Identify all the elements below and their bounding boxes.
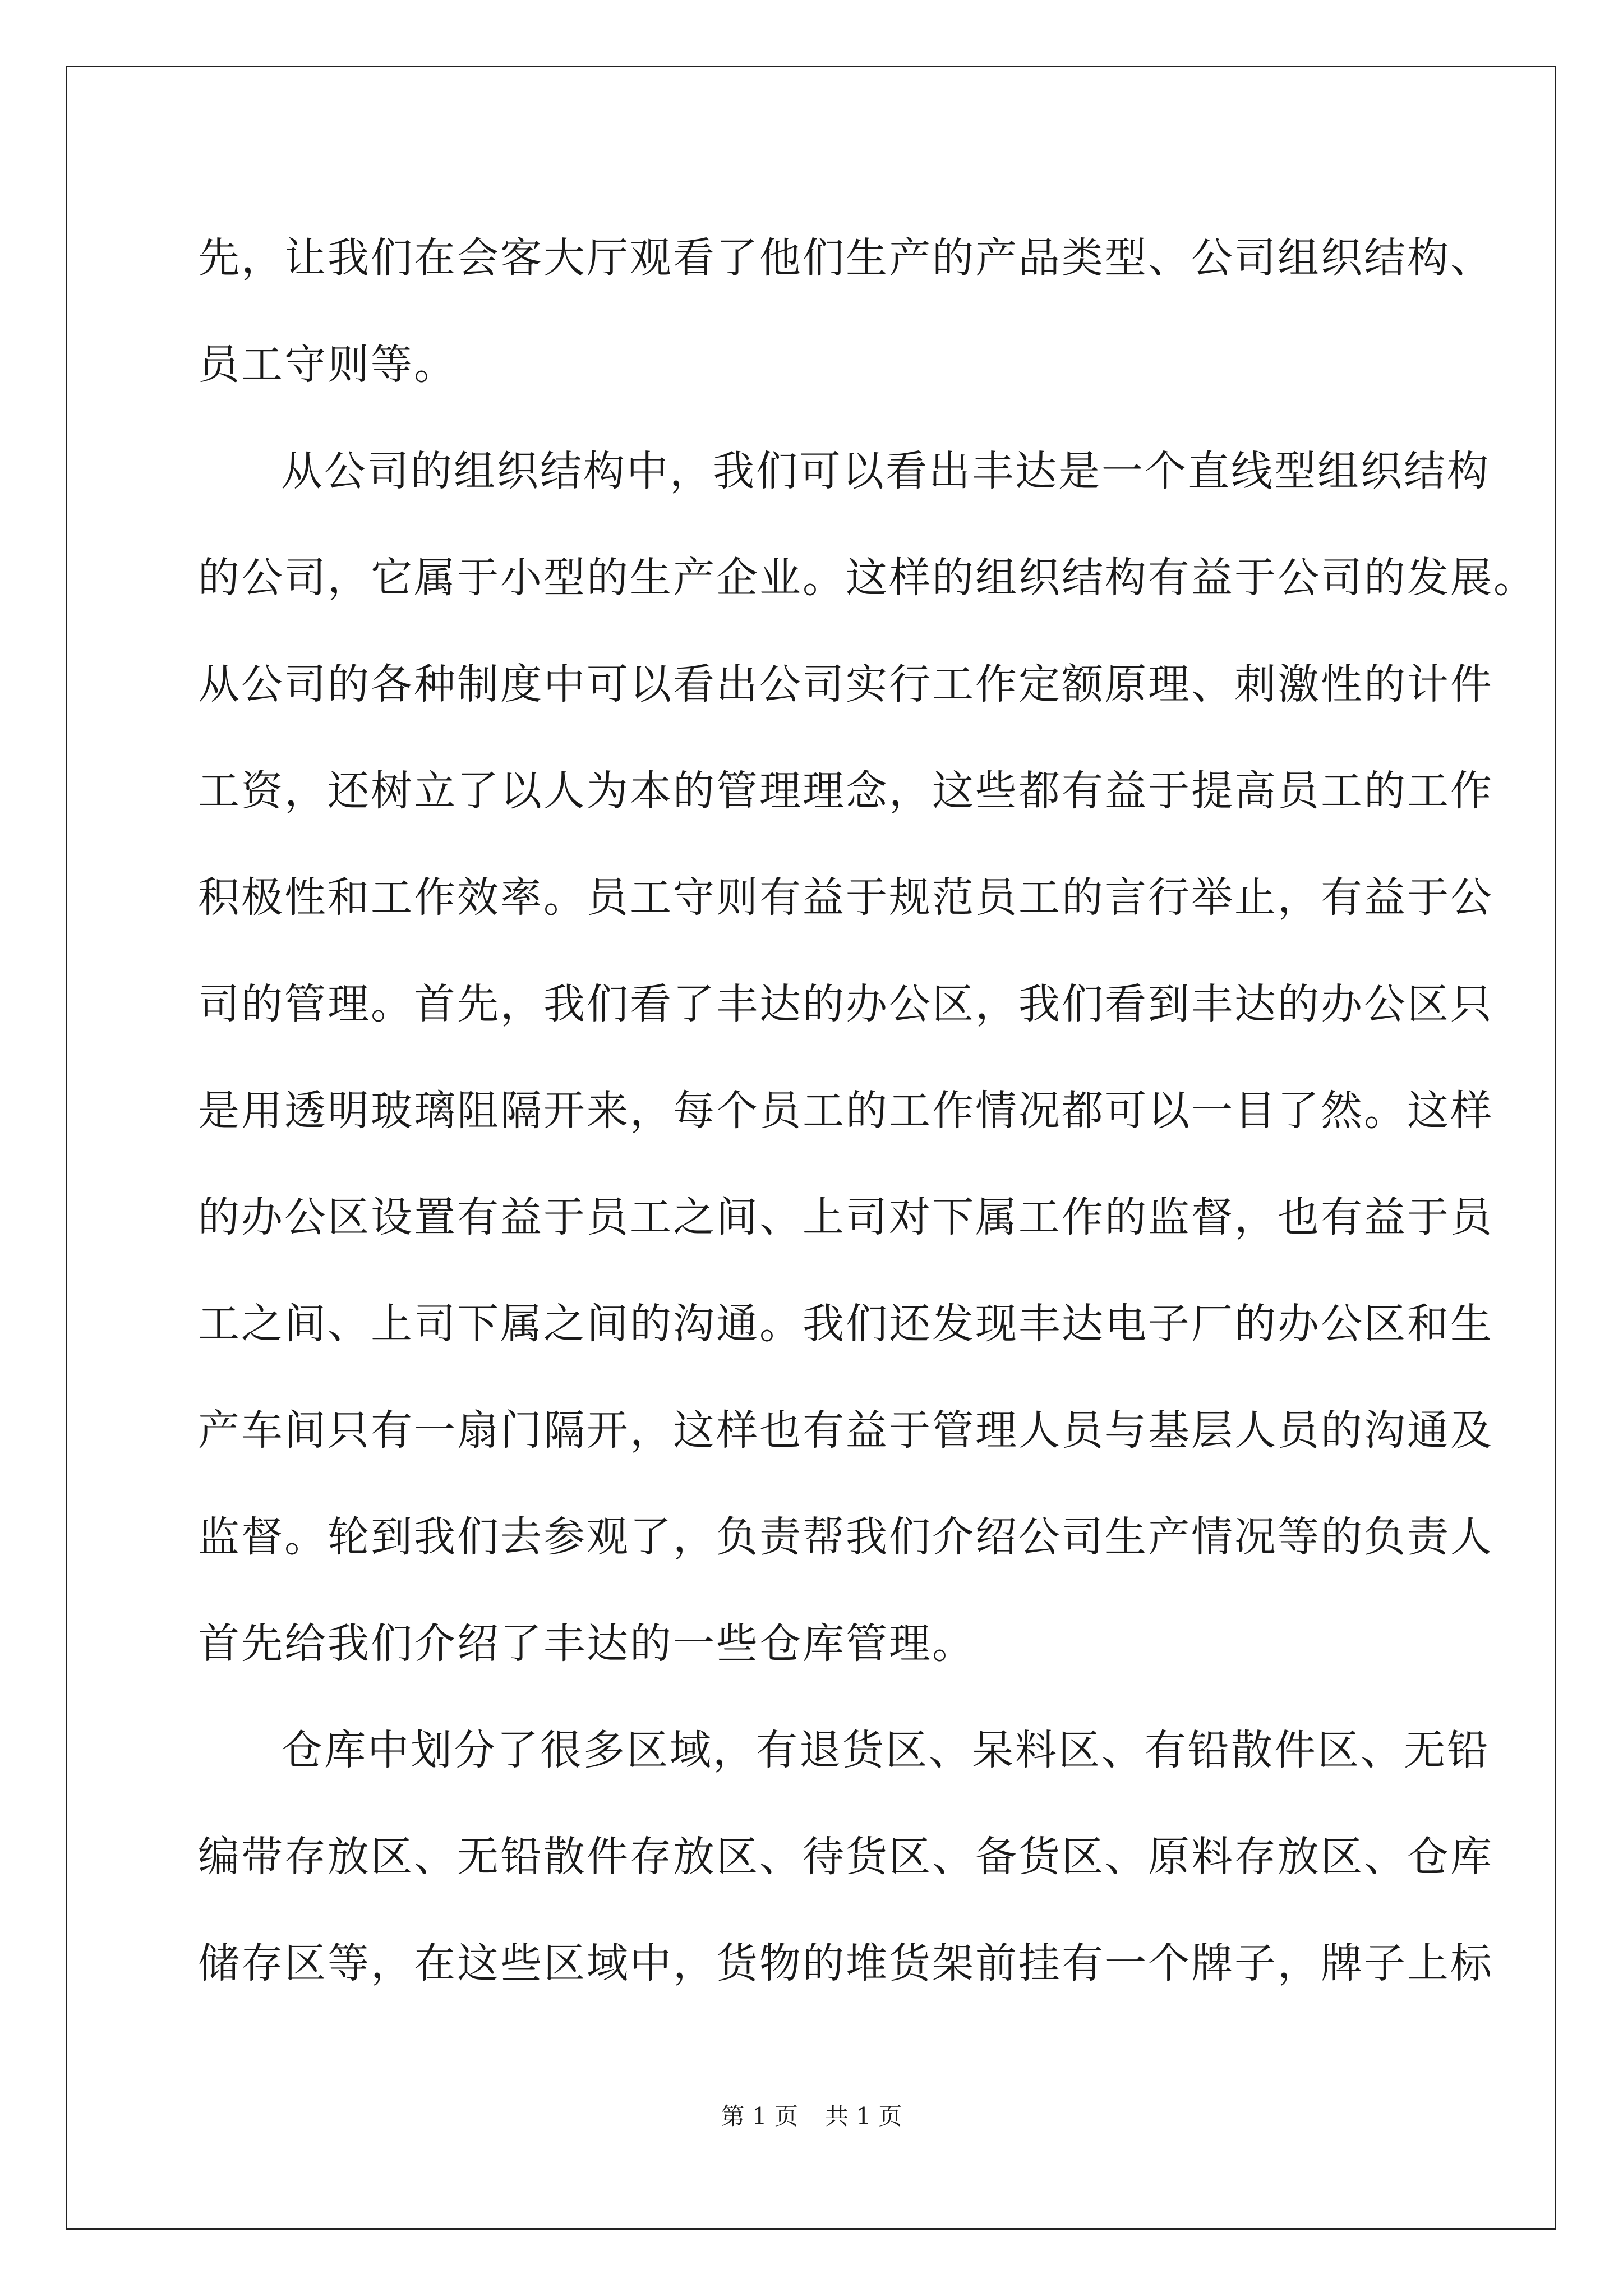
text-line: 首先给我们介绍了丰达的一些仓库管理。: [198, 1619, 975, 1668]
text-line: 储存区等，在这些区域中，货物的堆货架前挂有一个牌子，牌子上标: [198, 1939, 1493, 1987]
page-total: 共 1 页: [825, 2102, 902, 2130]
text-line: 工之间、上司下属之间的沟通。我们还发现丰达电子厂的办公区和生: [198, 1300, 1493, 1348]
text-line: 积极性和工作效率。员工守则有益于规范员工的言行举止，有益于公: [198, 873, 1493, 922]
text-line: 员工守则等。: [198, 341, 457, 389]
document-body: [198, 205, 1537, 2017]
page-footer: [0, 2098, 1623, 2132]
text-line: 从公司的各种制度中可以看出公司实行工作定额原理、刺激性的计件: [198, 660, 1493, 708]
page-number: 第 1 页: [721, 2102, 798, 2130]
text-line: 监督。轮到我们去参观了，负责帮我们介绍公司生产情况等的负责人: [198, 1513, 1493, 1561]
text-line: 先，让我们在会客大厅观看了他们生产的产品类型、公司组织结构、: [198, 234, 1493, 282]
paragraph-first-line: 仓库中划分了很多区域，有退货区、呆料区、有铅散件区、无铅: [281, 1726, 1490, 1774]
text-line: 工资，还树立了以人为本的管理理念，这些都有益于提高员工的工作: [198, 767, 1493, 815]
text-line: 司的管理。首先，我们看了丰达的办公区，我们看到丰达的办公区只: [198, 980, 1493, 1028]
text-line: 的办公区设置有益于员工之间、上司对下属工作的监督，也有益于员: [198, 1193, 1493, 1241]
text-line: 是用透明玻璃阻隔开来，每个员工的工作情况都可以一目了然。这样: [198, 1087, 1493, 1135]
text-line: 编带存放区、无铅散件存放区、待货区、备货区、原料存放区、仓库: [198, 1833, 1493, 1881]
text-line: 产车间只有一扇门隔开，这样也有益于管理人员与基层人员的沟通及: [198, 1406, 1493, 1455]
text-line: 的公司，它属于小型的生产企业。这样的组织结构有益于公司的发展。: [198, 554, 1537, 602]
paragraph-first-line: 从公司的组织结构中，我们可以看出丰达是一个直线型组织结构: [281, 447, 1490, 495]
